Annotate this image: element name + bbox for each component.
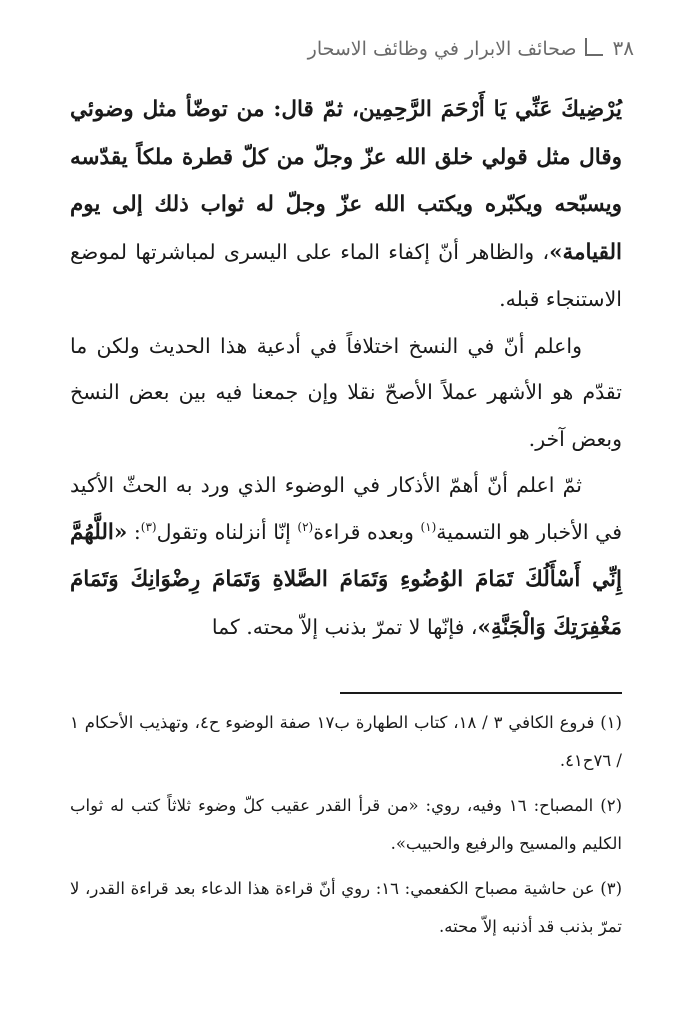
paragraph-1: [70, 86, 622, 323]
footnote-ref-2: (٢): [297, 519, 314, 534]
paragraph-3-text-1: ثمّ اعلم أنّ أهمّ الأذكار في الوضوء الذي ورد به الحثّ الأكيد في الأخبار هو التسمية: [70, 473, 622, 544]
footnote-ref-3: (٣): [140, 519, 157, 534]
header-rule-mark: [585, 38, 603, 56]
paragraph-3-text-4: :: [127, 519, 141, 544]
dua-text-bold: «اللَّهُمَّ إِنِّي أَسْأَلُكَ تَمَامَ الوُضُوءِ وَتَمَامَ الصَّلاةِ وَتَمَامَ رِضْوَانِكَ وَتَمَامَ مَغْفِرَتِكَ وَالْجَنَّةِ»: [70, 519, 622, 640]
paragraph-1-rest: ، والظاهر أنّ إكفاء الماء على اليسرى لمباشرتها لموضع الاستنجاء قبله.: [70, 239, 622, 311]
page-number: ٣٨: [612, 36, 634, 60]
footnote-1: (١) فروع الكافي ٣ / ١٨، كتاب الطهارة ب١٧ صفة الوضوء ح٤، وتهذيب الأحكام ١ / ٧٦ح٤١.: [70, 713, 622, 770]
footnotes: [70, 704, 622, 945]
footnote-3: (٣) عن حاشية مصباح الكفعمي: ١٦: روي أنّ قراءة هذا الدعاء بعد قراءة القدر، لا تمرّ بذنب قد أذنبه إلاّ محته.: [70, 879, 622, 936]
running-header: [44, 26, 634, 60]
main-text: [70, 86, 622, 651]
footnote-divider: [340, 692, 622, 694]
paragraph-2: واعلم أنّ في النسخ اختلافاً في أدعية هذا الحديث ولكن ما تقدّم هو الأشهر عملاً الأصحّ نقلا وإن جمعنا فيه بين بعض النسخ وبعض آخر.: [70, 333, 622, 451]
footnote-ref-1: (١): [420, 519, 437, 534]
paragraph-3: [70, 462, 622, 651]
paragraph-3-text-5: ، فإنّها لا تمرّ بذنب إلاّ محته. كما: [211, 614, 478, 639]
paragraph-3-text-3: إنّا أنزلناه وتقول: [156, 519, 298, 544]
paragraph-3-text-2: وبعده قراءة: [313, 519, 421, 544]
book-title: صحائف الابرار في وظائف الاسحار: [307, 38, 577, 60]
footnote-2: (٢) المصباح: ١٦ وفيه، روي: «من قرأ القدر عقيب كلّ وضوء ثلاثاً كتب له ثواب الكليم والمسيح والرفيع والحبيب».: [70, 796, 622, 853]
hadith-text-bold: يُرْضِيكَ عَنِّي يَا أَرْحَمَ الرَّحِمِين، ثمّ قال: من توضّأ مثل وضوئي وقال مثل قولي خلق الله عزّ وجلّ من كلّ قطرة ملكاً يقدّسه ويسبّحه ويكبّره ويكتب الله عزّ وجلّ له ثواب ذلك إلى يوم القيامة»: [70, 97, 622, 265]
